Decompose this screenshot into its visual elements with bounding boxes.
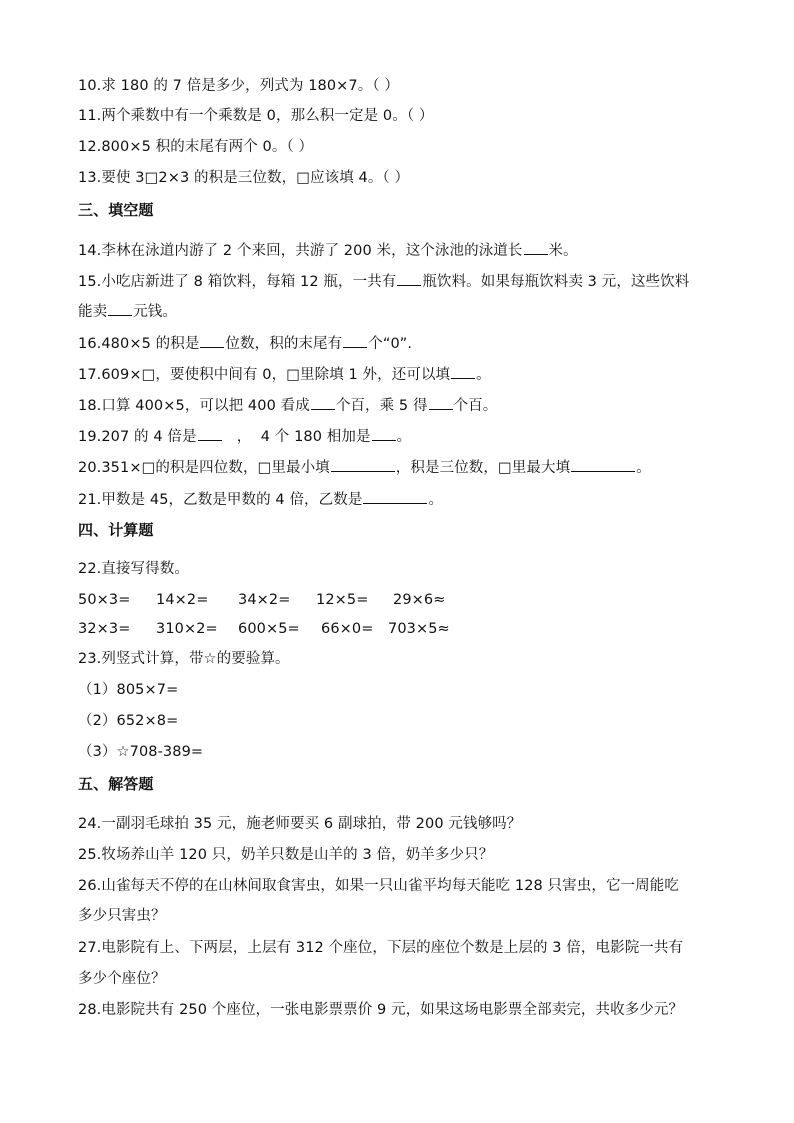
- answer-blank[interactable]: [311, 395, 335, 410]
- question-23: 23.列竖式计算，带☆的要验算。: [78, 651, 290, 667]
- answer-blank[interactable]: [343, 333, 367, 348]
- mental-math-item: 600×5=: [238, 621, 300, 637]
- answer-blank[interactable]: [108, 301, 132, 316]
- section-calc-heading: 四、计算题: [78, 521, 154, 539]
- mental-math-item: 66×0=: [321, 621, 374, 637]
- question-16: [78, 333, 412, 354]
- mental-math-item: 50×3=: [78, 592, 131, 608]
- question-20: [78, 457, 651, 478]
- mental-math-row-1: [78, 590, 728, 610]
- question-17-text-end: 。: [476, 367, 491, 383]
- mental-math-item: 310×2=: [156, 621, 218, 637]
- vertical-calc-1: （1）805×7=: [78, 682, 179, 698]
- question-20-text-mid: ，积是三位数，□里最大填: [395, 460, 571, 476]
- section-solve-heading: 五、解答题: [78, 775, 154, 793]
- question-19: [78, 426, 411, 447]
- question-21: [78, 489, 443, 510]
- question-26-cont: 多少只害虫？: [78, 908, 166, 924]
- answer-blank[interactable]: [429, 395, 453, 410]
- question-15-text: 15.小吃店新进了 8 箱饮料，每箱 12 瓶，一共有: [78, 274, 397, 290]
- question-19-text-mid: ， 4 个 180 相加是: [222, 429, 371, 445]
- answer-blank[interactable]: [372, 426, 396, 441]
- answer-blank[interactable]: [397, 271, 421, 286]
- question-14-text: 14.李林在泳道内游了 2 个来回，共游了 200 米，这个泳池的泳道长: [78, 243, 523, 259]
- mental-math-item: 703×5≈: [388, 621, 450, 637]
- question-28: 28.电影院共有 250 个座位，一张电影票票价 9 元，如果这场电影票全部卖完，共收多少元？: [78, 1002, 684, 1018]
- question-20-text: 20.351×□的积是四位数，□里最小填: [78, 460, 330, 476]
- mental-math-item: 32×3=: [78, 621, 131, 637]
- mental-math-item: 34×2=: [238, 592, 291, 608]
- question-18-text-mid: 个百，乘 5 得: [335, 398, 428, 414]
- answer-blank[interactable]: [331, 457, 395, 472]
- question-18-text-end: 个百。: [453, 398, 498, 414]
- vertical-calc-3: （3）☆708-389=: [78, 744, 204, 760]
- question-15-text-end: 瓶饮料。如果每瓶饮料卖 3 元，这些饮料: [422, 274, 690, 290]
- question-18: [78, 395, 497, 416]
- question-20-text-end: 。: [636, 460, 651, 476]
- question-21-text: 21.甲数是 45，乙数是甲数的 4 倍，乙数是: [78, 492, 363, 508]
- question-16-text: 16.480×5 的积是: [78, 336, 200, 352]
- question-25: 25.牧场养山羊 120 只，奶羊只数是山羊的 3 倍，奶羊多少只？: [78, 847, 494, 863]
- question-26: 26.山雀每天不停的在山林间取食害虫，如果一只山雀平均每天能吃 128 只害虫，它一周能吃: [78, 878, 679, 894]
- question-27: 27.电影院有上、下两层，上层有 312 个座位，下层的座位个数是上层的 3 倍，电影院一共有: [78, 940, 684, 956]
- question-15-cont-end: 元钱。: [133, 304, 178, 320]
- mental-math-row-2: [78, 619, 728, 639]
- question-15-cont-text: 能卖: [78, 304, 108, 320]
- answer-blank[interactable]: [198, 426, 222, 441]
- question-11: 11.两个乘数中有一个乘数是 0，那么积一定是 0。（ ）: [78, 108, 434, 124]
- question-12: 12.800×5 积的末尾有两个 0。（ ）: [78, 139, 314, 155]
- answer-blank[interactable]: [363, 489, 427, 504]
- question-14-text-end: 米。: [548, 243, 578, 259]
- question-17-text: 17.609×□，要使积中间有 0，□里除填 1 外，还可以填: [78, 367, 451, 383]
- vertical-calc-2: （2）652×8=: [78, 713, 179, 729]
- question-24: 24.一副羽毛球拍 35 元，施老师要买 6 副球拍，带 200 元钱够吗？: [78, 816, 522, 832]
- question-19-text-end: 。: [396, 429, 412, 445]
- question-18-text: 18.口算 400×5，可以把 400 看成: [78, 398, 310, 414]
- mental-math-item: 12×5=: [316, 592, 369, 608]
- mental-math-item: 29×6≈: [393, 592, 446, 608]
- question-19-text: 19.207 的 4 倍是: [78, 429, 197, 445]
- question-15: [78, 271, 689, 292]
- question-16-text-end: 个“0”.: [368, 336, 413, 352]
- question-16-text-mid: 位数，积的末尾有: [225, 336, 343, 352]
- answer-blank[interactable]: [571, 457, 635, 472]
- question-10: 10.求 180 的 7 倍是多少，列式为 180×7。（ ）: [78, 78, 400, 94]
- question-21-text-end: 。: [428, 492, 444, 508]
- answer-blank[interactable]: [451, 364, 475, 379]
- question-22: 22.直接写得数。: [78, 561, 189, 577]
- question-17: [78, 364, 491, 385]
- question-27-cont: 多少个座位？: [78, 971, 166, 987]
- section-fill-heading: 三、填空题: [78, 201, 154, 219]
- question-14: [78, 240, 578, 261]
- question-13: 13.要使 3□2×3 的积是三位数，□应该填 4。（ ）: [78, 170, 410, 186]
- mental-math-item: 14×2=: [156, 592, 209, 608]
- answer-blank[interactable]: [524, 240, 548, 255]
- answer-blank[interactable]: [200, 333, 224, 348]
- question-15-cont: [78, 301, 177, 322]
